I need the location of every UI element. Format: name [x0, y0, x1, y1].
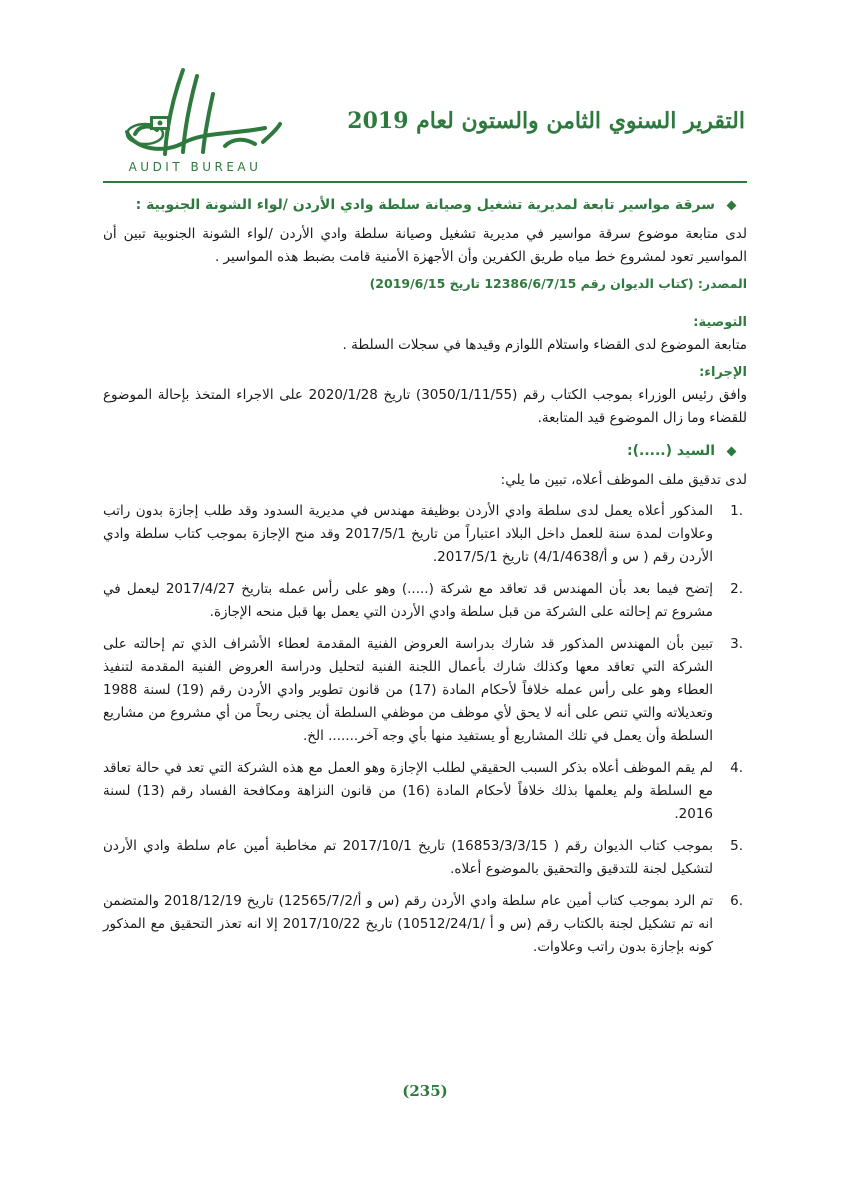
list-item-number: 3.: [730, 636, 743, 652]
section-heading-text: سرقة مواسير تابعة لمديرية تشغيل وصيانة سلطة وادي الأردن /لواء الشونة الجنوبية :: [135, 197, 715, 213]
source-reference: المصدر: (كتاب الديوان رقم 12386/6/7/15 تاريخ 2019/6/15): [369, 276, 747, 291]
list-item: [103, 578, 747, 624]
diamond-bullet-icon: [727, 201, 737, 211]
list-item: [103, 890, 747, 959]
list-item-number: 5.: [730, 838, 743, 854]
list-item-text: إتضح فيما بعد بأن المهندس قد تعاقد مع شركة (.....) وهو على رأس عمله بتاريخ 2017/4/27 ليعمل في مشروع تم إحالته على الشركة من قبل سلطة وادي الأردن التي يعمل بها قبل منحه الإجازة.: [103, 581, 713, 620]
header-divider: [103, 181, 747, 183]
logo-english-text: AUDIT BUREAU: [128, 160, 262, 174]
logo-calligraphy-icon: [105, 62, 285, 158]
recommendation-text: متابعة الموضوع لدى القضاء واستلام اللوازم وقيدها في سجلات السلطة .: [342, 337, 747, 353]
page-number: (235): [402, 1082, 448, 1100]
list-item-text: تم الرد بموجب كتاب أمين عام سلطة وادي الأردن رقم (س و أ/12565/7/2) تاريخ 2018/12/19 والمتضمن انه تم تشكيل لجنة بالكتاب رقم (س و أ /10512/24/1) تاريخ 2017/10/22 إلا انه تعذر التحقيق مع المذكور كونه بإجازة بدون راتب وعلاوات.: [103, 893, 713, 955]
report-title: التقرير السنوي الثامن والستون لعام 2019: [347, 108, 745, 134]
list-item-text: بموجب كتاب الديوان رقم ( 16853/3/3/15) تاريخ 2017/10/1 تم مخاطبة أمين عام سلطة وادي الأردن لتشكيل لجنة للتدقيق والتحقيق بالموضوع أعلاه.: [103, 838, 713, 877]
list-item: [103, 757, 747, 826]
list-item: [103, 835, 747, 881]
list-item: [103, 633, 747, 748]
list-item-text: لم يقم الموظف أعلاه بذكر السبب الحقيقي لطلب الإجازة وهو العمل مع هذه الشركة التي تعد في حالة تعاقد مع السلطة ولم يعلمها بذلك خلافاً لأحكام المادة (16) من قانون النزاهة ومكافحة الفساد رقم (13) لسنة 2016.: [103, 760, 713, 822]
list-item-number: 1.: [730, 503, 743, 519]
list-item-number: 6.: [730, 893, 743, 909]
page-content: [103, 192, 747, 968]
list-item-text: تبين بأن المهندس المذكور قد شارك بدراسة العروض الفنية المقدمة لعطاء الأشراف الذي تم إحالته على الشركة التي تعاقد معها وكذلك شارك بأعمال اللجنة الفنية لتحليل ودراسة العروض الفنية المقدمة لتنفيذ العطاء وهو على رأس عمله خلافاً لأحكام المادة (17) من قانون تطوير وادي الأردن رقم (19) لسنة 1988 وتعديلاته والتي تنص على أنه لا يحق لأي موظف من موظفي السلطة أن يجنى ربحاً من أي مشروع من مشاريع السلطة وأن يعمل في تلك المشاريع أو يستفيد منها بأي وجه آخر....... الخ.: [103, 636, 713, 744]
section-heading-text: السيد (.....):: [627, 443, 715, 459]
list-item: [103, 500, 747, 569]
action-label: الإجراء:: [699, 365, 747, 380]
section-heading-employee: [103, 440, 747, 463]
section-heading-pipes-theft: [103, 194, 747, 217]
section-paragraph: لدى متابعة موضوع سرقة مواسير في مديرية تشغيل وصيانة سلطة وادي الأردن /لواء الشونة الجنوبية تبين أن المواسير تعود لمشروع خط مياه طريق الكفرين وأن الأجهزة الأمنية قامت بضبط هذه المواسير .: [103, 226, 747, 265]
recommendation-label: التوصية:: [693, 315, 747, 330]
list-item-number: 4.: [730, 760, 743, 776]
diamond-bullet-icon: [727, 447, 737, 457]
findings-list: [103, 500, 747, 959]
list-item-number: 2.: [730, 581, 743, 597]
page-header: [0, 0, 850, 190]
list-item-text: المذكور أعلاه يعمل لدى سلطة وادي الأردن بوظيفة مهندس في مديرية السدود وقد طلب إجازة بدون راتب وعلاوات لمدة سنة للعمل داخل البلاد اعتباراً من تاريخ 2017/5/1 وقد منح الإجازة بموجب كتاب سلطة وادي الأردن رقم ( س و أ/4/1/4638) تاريخ 2017/5/1.: [103, 503, 713, 565]
employee-intro: لدى تدقيق ملف الموظف أعلاه، تبين ما يلي:: [500, 472, 747, 488]
action-text: وافق رئيس الوزراء بموجب الكتاب رقم (3050/1/11/55) تاريخ 2020/1/28 على الاجراء المتخذ بإحالة الموضوع للقضاء وما زال الموضوع قيد المتابعة.: [103, 387, 747, 426]
audit-bureau-logo: [105, 62, 285, 174]
